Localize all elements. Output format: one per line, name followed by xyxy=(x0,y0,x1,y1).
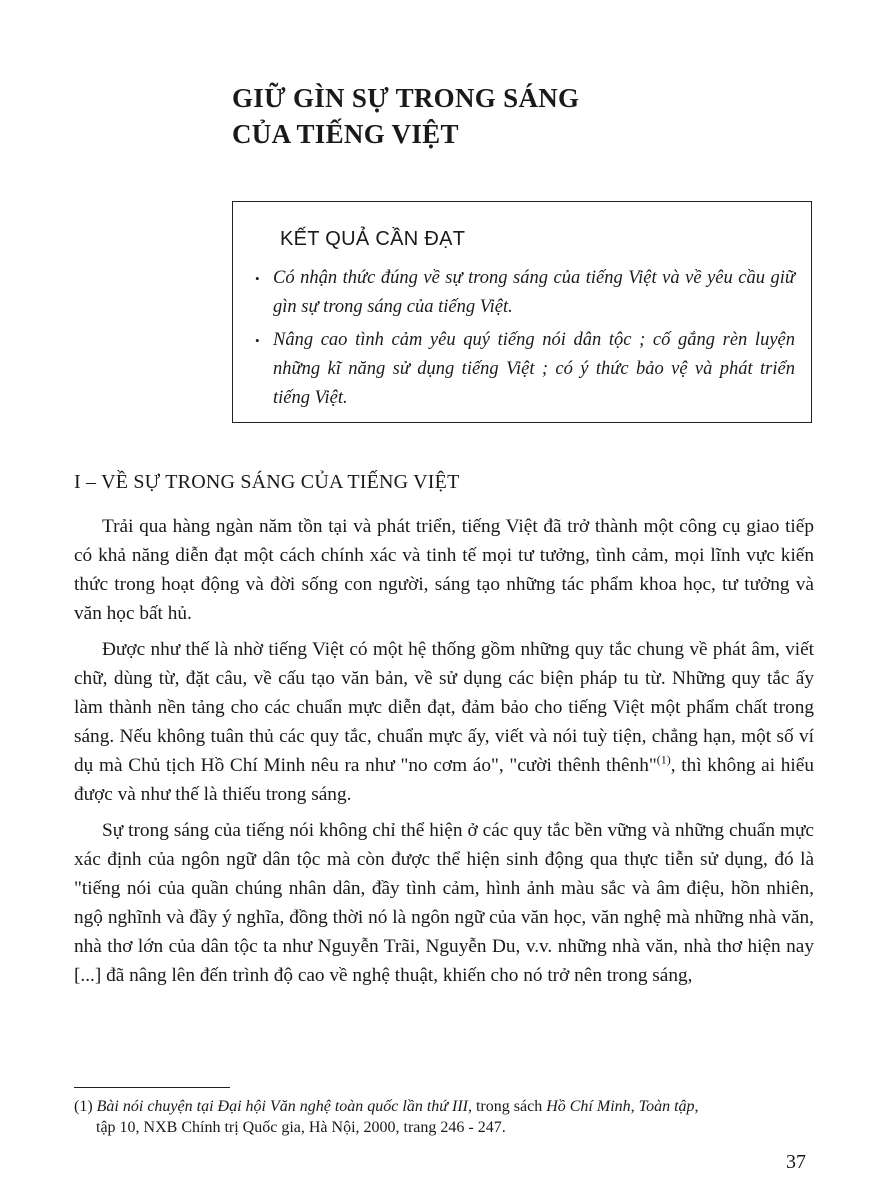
paragraph-2 xyxy=(74,635,814,809)
learning-outcome-text: Nâng cao tình cảm yêu quý tiếng nói dân tộc ; cố gắng rèn luyện những kĩ năng sử dụng tiếng Việt ; có ý thức bảo vệ và phát triển tiếng Việt. xyxy=(273,330,795,408)
page-title-line-1: GIỮ GÌN SỰ TRONG SÁNG xyxy=(232,83,580,113)
footnote-number: (1) xyxy=(74,1098,93,1115)
section-heading: I – VỀ SỰ TRONG SÁNG CỦA TIẾNG VIỆT xyxy=(74,471,460,493)
footnote-source-title: Bài nói chuyện tại Đại hội Văn nghệ toàn quốc lần thứ III xyxy=(96,1098,468,1115)
paragraph-1: Trải qua hàng ngàn năm tồn tại và phát triển, tiếng Việt đã trở thành một công cụ giao tiếp có khả năng diễn đạt một cách chính xác và tinh tế mọi tư tưởng, tình cảm, mọi lĩnh vực kiến thức trong hoạt động và đời sống con người, sáng tạo những tác phẩm khoa học, tư tưởng và văn học bất hủ. xyxy=(74,516,814,624)
page-title xyxy=(232,80,579,152)
page-number: 37 xyxy=(786,1151,806,1173)
footnote-details: tập 10, NXB Chính trị Quốc gia, Hà Nội, 2000, trang 246 - 247. xyxy=(96,1119,506,1136)
body-text xyxy=(74,512,814,997)
paragraph-3: Sự trong sáng của tiếng nói không chỉ thể hiện ở các quy tắc bền vững và những chuẩn mực xác định của ngôn ngữ dân tộc mà còn được thể hiện sinh động qua thực tiễn sử dụng, đó là "tiếng nói của quần chúng nhân dân, đầy tình cảm, hình ảnh màu sắc và âm điệu, hồn nhiên, ngộ nghĩnh và đầy ý nghĩa, đồng thời nó là ngôn ngữ của văn học, văn nghệ mà những nhà văn, nhà thơ lớn của dân tộc ta như Nguyễn Trãi, Nguyễn Du, v.v. những nhà văn, nhà thơ hiện nay [...] đã nâng lên đến trình độ cao về nghệ thuật, khiến cho nó trở nên trong sáng, xyxy=(74,820,814,986)
page-title-line-2: CỦA TIẾNG VIỆT xyxy=(232,119,459,149)
footnote-line-1 xyxy=(74,1096,814,1117)
learning-outcome-item xyxy=(255,326,795,413)
learning-outcomes-heading: KẾT QUẢ CẦN ĐẠT xyxy=(280,228,466,250)
footnote-book-title: Hồ Chí Minh, Toàn tập xyxy=(546,1098,695,1115)
bullet-icon: • xyxy=(255,271,260,286)
learning-outcome-text: Có nhận thức đúng về sự trong sáng của tiếng Việt và về yêu cầu giữ gìn sự trong sáng của tiếng Việt. xyxy=(273,268,795,317)
footnote-comma: , xyxy=(694,1098,699,1115)
footnote-divider xyxy=(74,1087,230,1088)
bullet-icon: • xyxy=(255,333,260,348)
paragraph-2-text-after: , thì không ai hiểu được và như thế là thiếu trong sáng. xyxy=(74,755,814,805)
learning-outcomes-box xyxy=(232,201,812,423)
paragraph-2-text-before: Được như thế là nhờ tiếng Việt có một hệ thống gồm những quy tắc chung về phát âm, viết chữ, dùng từ, đặt câu, về cấu tạo văn bản, về sử dụng các biện pháp tu từ. Những quy tắc ấy làm thành nền tảng cho các chuẩn mực diễn đạt, đảm bảo cho tiếng Việt một phẩm chất trong sáng. Nếu không tuân thủ các quy tắc, chuẩn mực ấy, viết và nói tuỳ tiện, chẳng hạn, một số ví dụ mà Chủ tịch Hồ Chí Minh nêu ra như "no cơm áo", "cười thênh thênh" xyxy=(74,639,814,776)
footnote-mid-text: , trong sách xyxy=(467,1098,547,1115)
footnote xyxy=(74,1096,814,1138)
learning-outcome-item xyxy=(255,264,795,322)
learning-outcomes-list xyxy=(255,264,795,417)
footnote-reference[interactable]: (1) xyxy=(656,752,671,767)
